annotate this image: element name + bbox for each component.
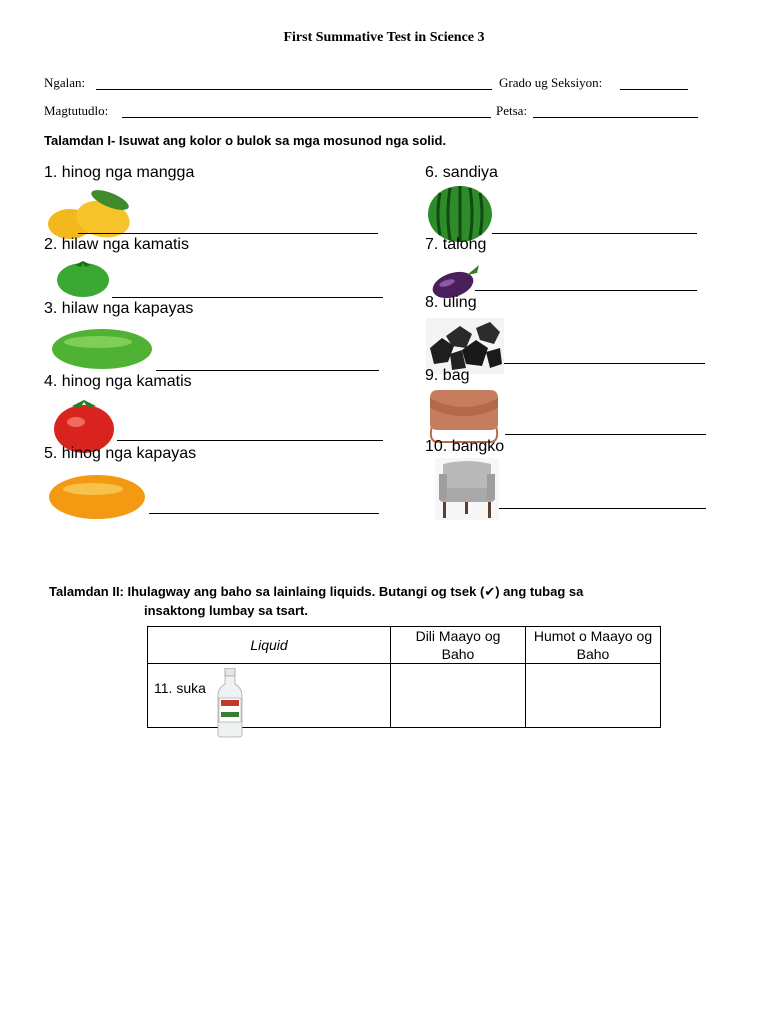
name-label: Ngalan: — [44, 75, 86, 90]
bag-icon — [424, 386, 504, 444]
item-7-answer-line[interactable] — [475, 290, 697, 291]
item-7-label: 7. talong — [425, 236, 487, 253]
item-2-label: 2. hilaw nga kamatis — [44, 236, 189, 253]
green-tomato-icon — [55, 258, 111, 298]
bad-smell-check-cell[interactable] — [391, 664, 526, 728]
date-label: Petsa: — [496, 103, 528, 118]
column-header-good-smell — [526, 627, 661, 664]
item-9-label: 9. bag — [425, 367, 470, 384]
watermelon-icon — [426, 185, 494, 243]
item-3-label: 3. hilaw nga kapayas — [44, 300, 194, 317]
item-6-answer-line[interactable] — [492, 233, 697, 234]
column-header-bad-smell — [391, 627, 526, 664]
column-header-good-smell-text: Humot o Maayo og Baho — [533, 628, 653, 662]
liquid-cell — [148, 664, 391, 728]
grade-label: Grado ug Seksiyon: — [499, 75, 603, 90]
table-header-row — [148, 627, 661, 664]
column-header-liquid: Liquid — [148, 627, 391, 664]
item-5-answer-line[interactable] — [149, 513, 379, 514]
teacher-field[interactable] — [122, 117, 491, 118]
part2-instruction-continued: insaktong lumbay sa tsart. — [144, 603, 308, 618]
charcoal-icon — [426, 318, 504, 374]
item-10-label: 10. bangko — [425, 438, 505, 455]
item-5-label: 5. hinog nga kapayas — [44, 445, 197, 462]
item-4-answer-line[interactable] — [117, 440, 383, 441]
item-8-answer-line[interactable] — [504, 363, 705, 364]
date-field[interactable] — [533, 117, 698, 118]
name-field[interactable] — [96, 89, 492, 90]
item-1-label: 1. hinog nga mangga — [44, 164, 195, 181]
item-3-answer-line[interactable] — [156, 370, 379, 371]
grade-field[interactable] — [620, 89, 688, 90]
item-4-label: 4. hinog nga kamatis — [44, 373, 192, 390]
vinegar-bottle-icon — [216, 668, 244, 738]
item-6-label: 6. sandiya — [425, 164, 498, 181]
item-8-label: 8. uling — [425, 294, 477, 311]
liquid-label: 11. suka — [154, 680, 206, 696]
item-1-answer-line[interactable] — [78, 233, 378, 234]
chair-icon — [435, 458, 499, 520]
good-smell-check-cell[interactable] — [526, 664, 661, 728]
column-header-bad-smell-text: Dili Maayo og Baho — [415, 628, 501, 662]
teacher-label: Magtutudlo: — [44, 103, 109, 118]
part1-instruction: Talamdan I- Isuwat ang kolor o bulok sa mga mosunod nga solid. — [44, 133, 447, 148]
part2-instruction: Talamdan II: Ihulagway ang baho sa lainlaing liquids. Butangi og tsek (✔) ang tubag sa — [49, 584, 584, 599]
item-10-answer-line[interactable] — [499, 508, 706, 509]
green-papaya-icon — [50, 327, 154, 371]
liquid-smell-table — [147, 626, 661, 728]
item-9-answer-line[interactable] — [505, 434, 706, 435]
ripe-papaya-icon — [47, 473, 147, 521]
item-2-answer-line[interactable] — [112, 297, 383, 298]
page-title: First Summative Test in Science 3 — [283, 30, 485, 45]
table-row — [148, 664, 661, 728]
